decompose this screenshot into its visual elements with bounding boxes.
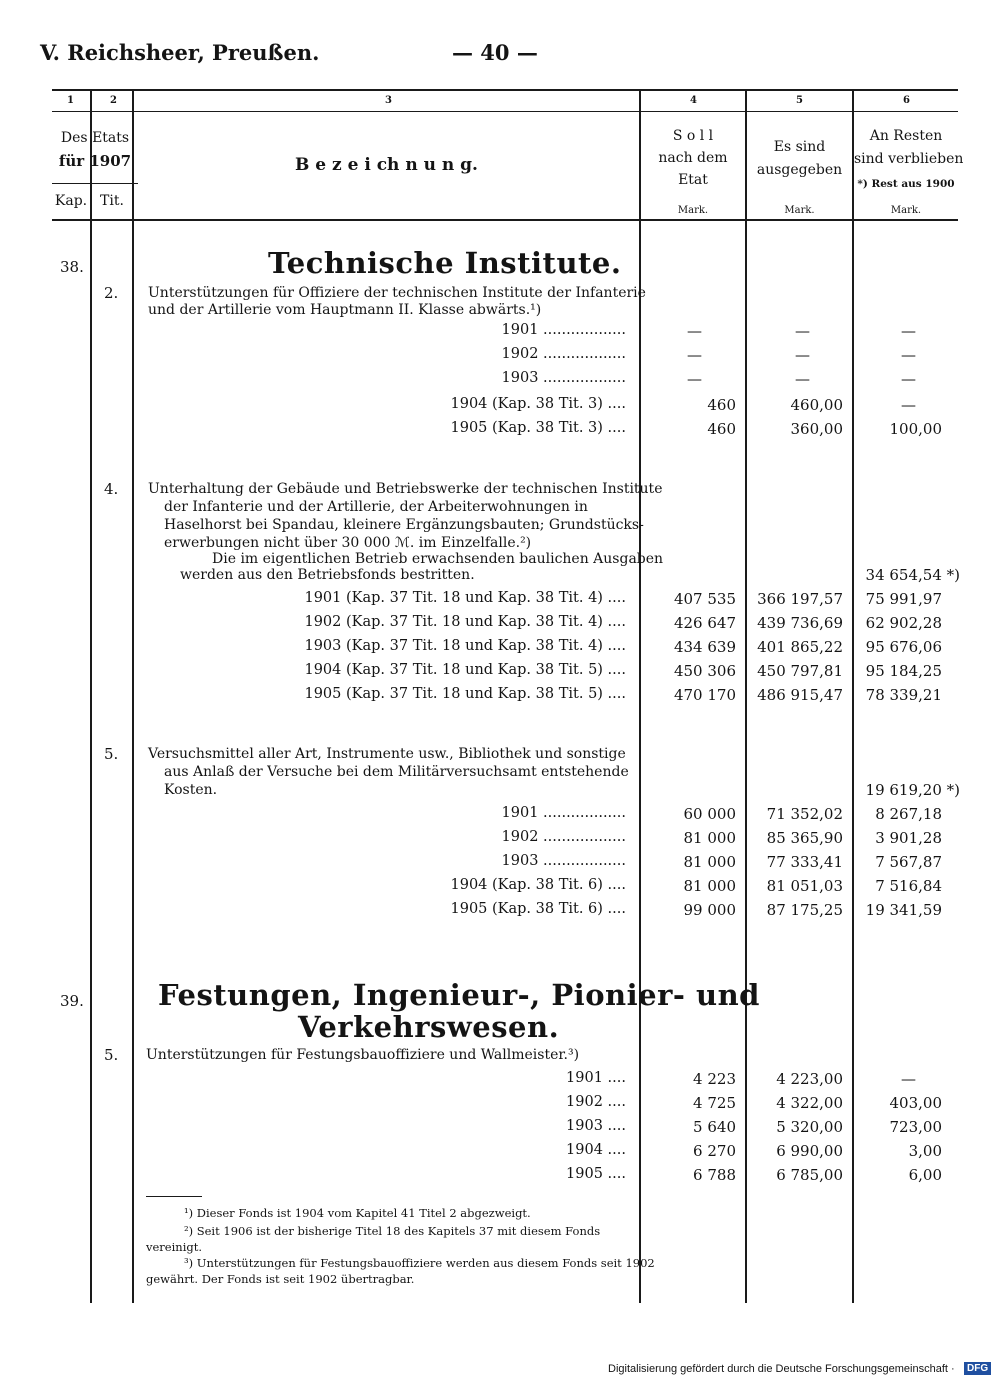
col-number-5: 5	[796, 95, 803, 106]
item-2-row-5-soll: 470 170	[673, 686, 736, 704]
item-1-row-5-label: 1905 (Kap. 38 Tit. 3) ....	[450, 420, 626, 436]
header-des-etats: Des Etats	[60, 130, 130, 146]
item-4-row-1-soll: 4 223	[693, 1070, 736, 1088]
item-4-row-3-rest: 723,00	[889, 1118, 942, 1136]
item-2-tit: 4.	[104, 480, 119, 498]
item-2-row-4-label: 1904 (Kap. 37 Tit. 18 und Kap. 38 Tit. 5) ....	[304, 662, 626, 678]
dfg-logo: DFG	[964, 1362, 991, 1375]
chapter-39-title-line-1: Festungen, Ingenieur-, Pionier- und	[158, 978, 760, 1012]
item-1-row-3-aus: —	[795, 370, 810, 388]
footnote-3-line-1: ³) Unterstützungen für Festungsbauoffiziere werden aus diesem Fonds seit 1902	[184, 1256, 655, 1270]
item-4-row-5-aus: 6 785,00	[776, 1166, 843, 1184]
col-number-2: 2	[110, 95, 117, 106]
item-1-tit: 2.	[104, 284, 119, 302]
item-3-row-4-label: 1904 (Kap. 38 Tit. 6) ....	[450, 877, 626, 893]
item-2-row-1-soll: 407 535	[673, 590, 736, 608]
item-3-desc-line-2: aus Anlaß der Versuche bei dem Militärversuchsamt entstehende	[164, 764, 629, 780]
item-1-desc-line-2: und der Artillerie vom Hauptmann II. Klasse abwärts.¹)	[148, 302, 542, 318]
item-4-desc-line-1: Unterstützungen für Festungsbauoffiziere und Wallmeister.³)	[146, 1047, 580, 1063]
item-1-row-1-label: 1901 ..................	[501, 322, 626, 338]
item-3-row-3-aus: 77 333,41	[766, 853, 843, 871]
item-3-row-5-soll: 99 000	[683, 901, 736, 919]
item-3-tit: 5.	[104, 745, 119, 763]
item-1-row-1-aus: —	[795, 322, 810, 340]
item-2-row-3-aus: 401 865,22	[757, 638, 843, 656]
chapter-38-kap: 38.	[60, 258, 84, 276]
item-3-row-1-rest: 8 267,18	[875, 805, 942, 823]
item-2-row-1-rest: 75 991,97	[865, 590, 942, 608]
footnote-rule	[146, 1196, 202, 1197]
item-1-row-1-soll: —	[687, 322, 702, 340]
item-4-row-3-label: 1903 ....	[566, 1118, 626, 1134]
item-1-row-4-rest: —	[901, 396, 916, 414]
item-3-desc-line-3: Kosten.	[164, 782, 218, 798]
item-2-desc-line-3: Haselhorst bei Spandau, kleinere Ergänzungsbauten; Grundstücks-	[164, 517, 644, 533]
item-1-row-4-soll: 460	[707, 396, 736, 414]
item-3-row-5-label: 1905 (Kap. 38 Tit. 6) ....	[450, 901, 626, 917]
header-rest-unit: Mark.	[890, 205, 922, 216]
footnote-2-line-1: ²) Seit 1906 ist der bisherige Titel 18 des Kapitels 37 mit diesem Fonds	[184, 1224, 601, 1238]
item-3-row-4-aus: 81 051,03	[766, 877, 843, 895]
col-number-6: 6	[903, 95, 910, 106]
item-4-row-4-label: 1904 ....	[566, 1142, 626, 1158]
item-2-row-2-aus: 439 736,69	[757, 614, 843, 632]
item-4-row-5-rest: 6,00	[908, 1166, 942, 1184]
header-soll-3: Etat	[678, 172, 708, 188]
col-number-4: 4	[690, 95, 697, 106]
item-1-row-5-soll: 460	[707, 420, 736, 438]
item-2-row-4-aus: 450 797,81	[757, 662, 843, 680]
column-divider-4	[745, 89, 747, 1303]
header-aus-unit: Mark.	[784, 205, 815, 216]
header-rest-1: An Resten	[869, 128, 943, 144]
header-soll-2: nach dem	[658, 150, 728, 166]
item-4-row-3-soll: 5 640	[693, 1118, 736, 1136]
header-tit: Tit.	[100, 193, 124, 209]
item-1-row-5-aus: 360,00	[790, 420, 843, 438]
item-3-row-2-soll: 81 000	[683, 829, 736, 847]
item-3-row-1-aus: 71 352,02	[766, 805, 843, 823]
item-3-row-2-rest: 3 901,28	[875, 829, 942, 847]
header-soll-1: S o l l	[672, 128, 714, 144]
item-3-row-3-soll: 81 000	[683, 853, 736, 871]
item-2-desc-line-6: werden aus den Betriebsfonds bestritten.	[180, 567, 475, 583]
item-2-rest-1900: 34 654,54 *)	[865, 566, 960, 584]
header-aus-2: ausgegeben	[756, 162, 843, 178]
item-4-row-3-aus: 5 320,00	[776, 1118, 843, 1136]
page-number: — 40 —	[452, 40, 538, 65]
footnote-1: ¹) Dieser Fonds ist 1904 vom Kapitel 41 Titel 2 abgezweigt.	[184, 1206, 531, 1220]
item-4-row-1-rest: —	[901, 1070, 916, 1088]
footnote-2-line-2: vereinigt.	[146, 1240, 203, 1254]
item-2-row-3-soll: 434 639	[673, 638, 736, 656]
item-2-desc-line-2: der Infanterie und der Artillerie, der Arbeiterwohnungen in	[164, 499, 588, 515]
item-3-row-2-aus: 85 365,90	[766, 829, 843, 847]
item-2-row-1-aus: 366 197,57	[757, 590, 843, 608]
item-3-row-4-rest: 7 516,84	[875, 877, 942, 895]
item-3-row-1-label: 1901 ..................	[501, 805, 626, 821]
item-2-row-2-soll: 426 647	[673, 614, 736, 632]
col-number-3: 3	[385, 95, 392, 106]
item-2-row-1-label: 1901 (Kap. 37 Tit. 18 und Kap. 38 Tit. 4) ....	[304, 590, 626, 606]
item-2-desc-line-5: Die im eigentlichen Betrieb erwachsenden baulichen Ausgaben	[212, 551, 664, 567]
header-aus-1: Es sind	[773, 139, 826, 155]
column-divider-3	[639, 89, 641, 1303]
running-head-section: V. Reichsheer, Preußen.	[40, 40, 320, 65]
item-4-row-2-rest: 403,00	[889, 1094, 942, 1112]
item-1-row-2-rest: —	[901, 346, 916, 364]
item-3-rest-1900: 19 619,20 *)	[865, 781, 960, 799]
item-1-desc-line-1: Unterstützungen für Offiziere der technischen Institute der Infanterie	[148, 285, 646, 301]
header-rest-3: *) Rest aus 1900	[857, 178, 955, 190]
item-3-row-1-soll: 60 000	[683, 805, 736, 823]
item-1-row-3-label: 1903 ..................	[501, 370, 626, 386]
item-2-row-4-rest: 95 184,25	[865, 662, 942, 680]
item-3-row-3-rest: 7 567,87	[875, 853, 942, 871]
item-4-row-5-soll: 6 788	[693, 1166, 736, 1184]
item-1-row-3-rest: —	[901, 370, 916, 388]
column-divider-1	[90, 89, 92, 1303]
item-2-row-3-label: 1903 (Kap. 37 Tit. 18 und Kap. 38 Tit. 4) ....	[304, 638, 626, 654]
header-kap: Kap.	[54, 193, 88, 209]
item-2-row-2-label: 1902 (Kap. 37 Tit. 18 und Kap. 38 Tit. 4) ....	[304, 614, 626, 630]
column-divider-2	[132, 89, 134, 1303]
digitization-credit: Digitalisierung gefördert durch die Deutsche Forschungsgemeinschaft ·	[608, 1363, 955, 1375]
item-1-row-1-rest: —	[901, 322, 916, 340]
item-4-row-4-aus: 6 990,00	[776, 1142, 843, 1160]
chapter-39-kap: 39.	[60, 992, 84, 1010]
column-number-rule	[52, 111, 958, 112]
item-2-row-5-aus: 486 915,47	[757, 686, 843, 704]
item-1-row-3-soll: —	[687, 370, 702, 388]
chapter-39-title-line-2: Verkehrswesen.	[298, 1010, 560, 1044]
item-2-row-5-label: 1905 (Kap. 37 Tit. 18 und Kap. 38 Tit. 5) ....	[304, 686, 626, 702]
header-bezeichnung: B e z e i ch n u n g.	[295, 155, 478, 175]
item-1-row-4-aus: 460,00	[790, 396, 843, 414]
header-rest-2: sind verblieben	[854, 151, 964, 167]
item-4-row-5-label: 1905 ....	[566, 1166, 626, 1182]
item-4-tit: 5.	[104, 1046, 119, 1064]
item-1-row-2-aus: —	[795, 346, 810, 364]
item-3-row-2-label: 1902 ..................	[501, 829, 626, 845]
item-1-row-2-label: 1902 ..................	[501, 346, 626, 362]
item-2-desc-line-1: Unterhaltung der Gebäude und Betriebswerke der technischen Institute	[148, 481, 663, 497]
item-2-row-2-rest: 62 902,28	[865, 614, 942, 632]
header-fuer-1907: für 1907	[58, 152, 132, 170]
col-number-1: 1	[67, 95, 74, 106]
kap-tit-rule	[52, 183, 138, 184]
item-3-desc-line-1: Versuchsmittel aller Art, Instrumente usw., Bibliothek und sonstige	[148, 746, 626, 762]
item-3-row-4-soll: 81 000	[683, 877, 736, 895]
item-1-row-4-label: 1904 (Kap. 38 Tit. 3) ....	[450, 396, 626, 412]
top-rule	[52, 89, 958, 91]
item-4-row-2-soll: 4 725	[693, 1094, 736, 1112]
item-3-row-5-aus: 87 175,25	[766, 901, 843, 919]
item-2-desc-line-4: erwerbungen nicht über 30 000 ℳ. im Einzelfalle.²)	[164, 535, 532, 551]
item-4-row-4-rest: 3,00	[908, 1142, 942, 1160]
column-divider-5	[852, 89, 854, 1303]
item-2-row-4-soll: 450 306	[673, 662, 736, 680]
item-4-row-1-aus: 4 223,00	[776, 1070, 843, 1088]
item-2-row-3-rest: 95 676,06	[865, 638, 942, 656]
chapter-38-title: Technische Institute.	[268, 246, 622, 280]
item-4-row-2-aus: 4 322,00	[776, 1094, 843, 1112]
item-3-row-3-label: 1903 ..................	[501, 853, 626, 869]
item-4-row-1-label: 1901 ....	[566, 1070, 626, 1086]
item-1-row-5-rest: 100,00	[889, 420, 942, 438]
item-4-row-2-label: 1902 ....	[566, 1094, 626, 1110]
item-2-row-5-rest: 78 339,21	[865, 686, 942, 704]
footnote-3-line-2: gewährt. Der Fonds ist seit 1902 übertragbar.	[146, 1272, 415, 1286]
item-1-row-2-soll: —	[687, 346, 702, 364]
item-4-row-4-soll: 6 270	[693, 1142, 736, 1160]
item-3-row-5-rest: 19 341,59	[865, 901, 942, 919]
header-soll-unit: Mark.	[677, 205, 709, 216]
